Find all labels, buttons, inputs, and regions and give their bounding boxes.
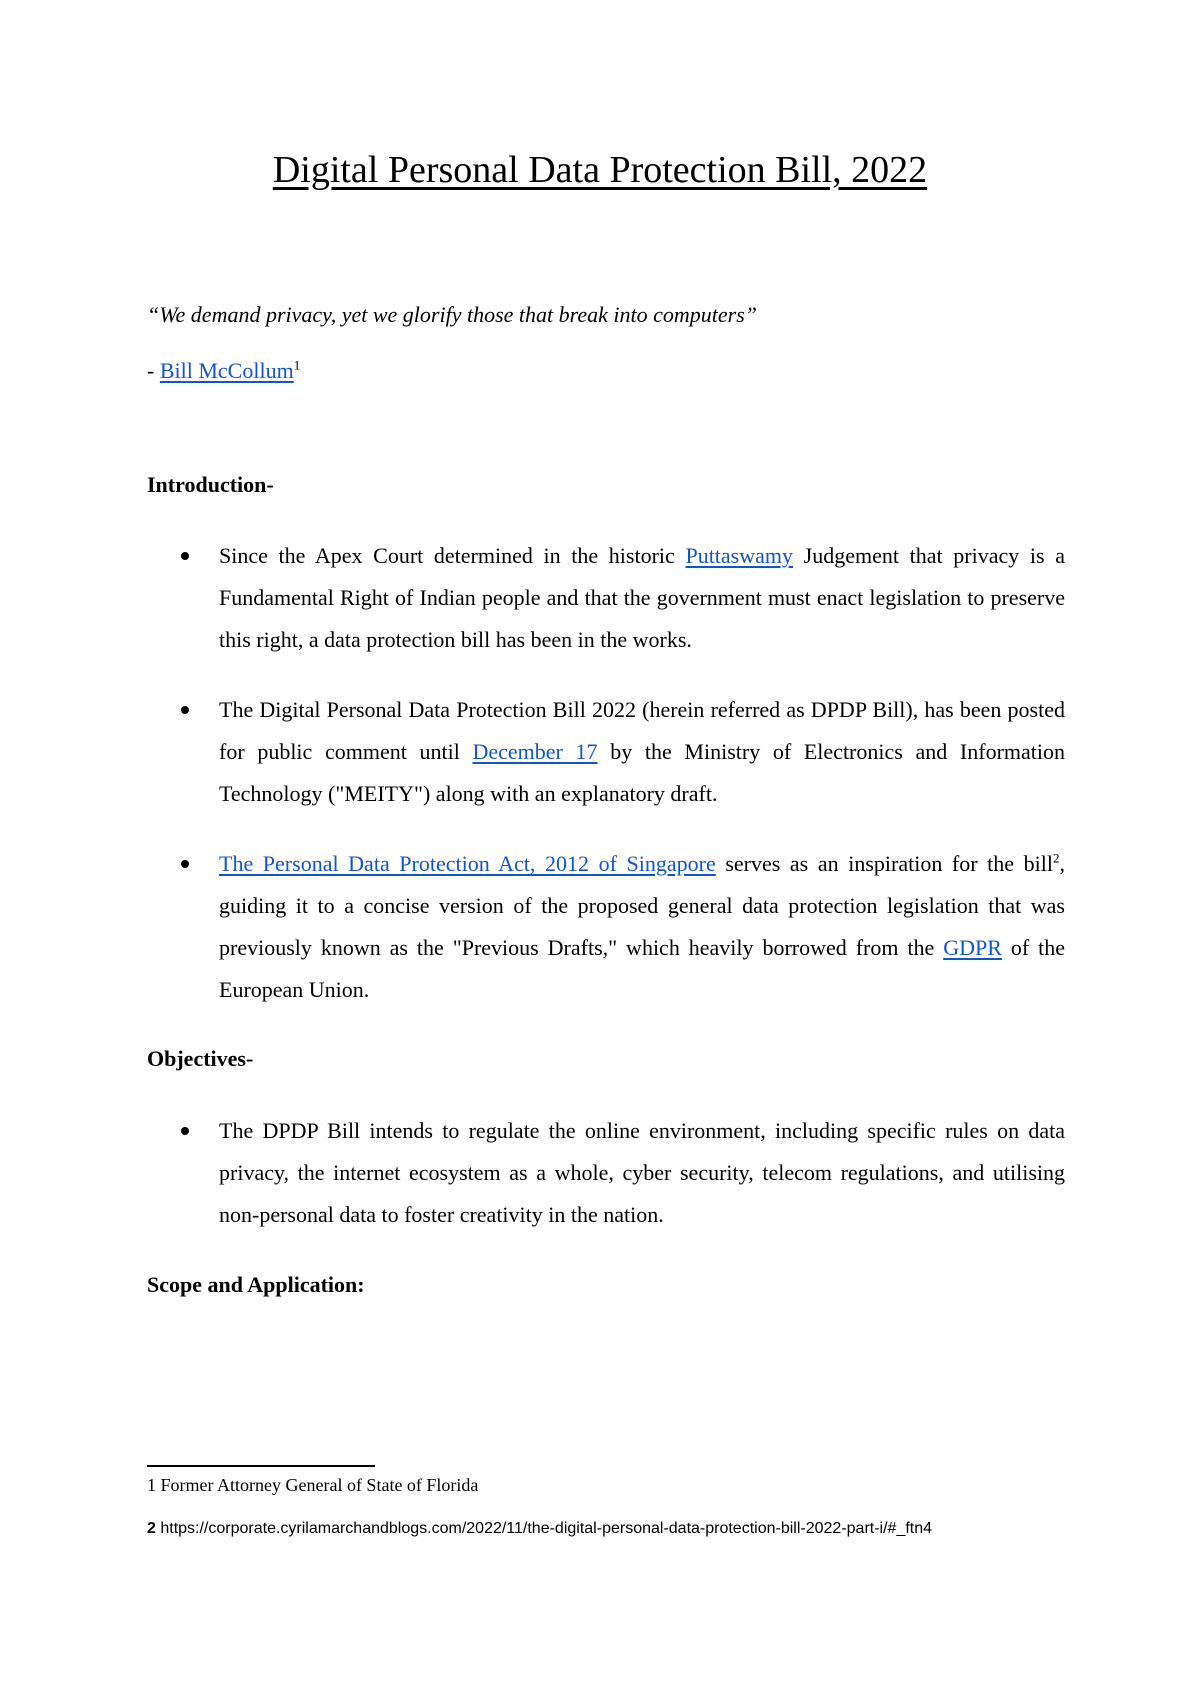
bullet-icon — [181, 552, 189, 560]
footnote-number: 1 — [147, 1475, 156, 1495]
objectives-heading: Objectives- — [147, 1046, 254, 1071]
bullet-icon — [181, 860, 189, 868]
bullet-icon — [181, 706, 189, 714]
singapore-pdpa-link[interactable]: The Personal Data Protection Act, 2012 of Singapore — [219, 851, 716, 876]
footnote-text: Former Attorney General of State of Florida — [156, 1475, 479, 1495]
bullet-text: Since the Apex Court determined in the historic — [219, 543, 686, 568]
footnote-ref-2[interactable]: 2 — [1053, 850, 1060, 866]
footnote-number: 2 — [147, 1520, 156, 1537]
footnote-separator — [147, 1465, 375, 1467]
page-title: Digital Personal Data Protection Bill, 2022 — [272, 149, 928, 191]
footnote-2 — [147, 1518, 1027, 1540]
bullet-icon — [181, 1127, 189, 1135]
objectives-list — [147, 1110, 1065, 1264]
list-item — [147, 689, 1065, 815]
december-17-link[interactable]: December 17 — [472, 739, 598, 764]
author-link[interactable]: Bill McCollum — [159, 358, 294, 383]
footnote-url[interactable]: https://corporate.cyrilamarchandblogs.com/2022/11/the-digital-personal-data-protection-bill-2022-part-i/#_ftn4 — [155, 1520, 933, 1537]
list-item — [147, 1110, 1065, 1236]
bullet-text: The Digital Personal Data Protection Bill 2022 (herein referred as DPDP Bill), has been posted for public comment until — [219, 697, 1065, 764]
bullet-text: of the European Union. — [219, 935, 1066, 1002]
bullet-text: The DPDP Bill intends to regulate the online environment, including specific rules on data privacy, the internet ecosystem as a whole, cyber security, telecom regulations, and utilising non-personal data to foster creativity in the nation. — [219, 1118, 1065, 1227]
bullet-text: serves as an inspiration for the bill — [715, 851, 1053, 876]
list-item — [147, 843, 1065, 1011]
introduction-list — [147, 535, 1065, 1039]
list-item — [147, 535, 1065, 661]
gdpr-link[interactable]: GDPR — [943, 935, 1002, 960]
epigraph-quote: “We demand privacy, yet we glorify those that break into computers” — [147, 302, 758, 327]
epigraph-author — [147, 358, 300, 384]
scope-heading: Scope and Application: — [147, 1272, 365, 1297]
footnote-1 — [147, 1475, 1027, 1496]
introduction-heading: Introduction- — [147, 472, 274, 497]
author-prefix: - — [147, 358, 160, 383]
bullet-text: Judgement that privacy is a Fundamental Right of Indian people and that the government must enact legislation to preserve this right, a data protection bill has been in the works. — [219, 543, 1065, 652]
bullet-text: by the Ministry of Electronics and Information Technology ("MEITY") along with an explanatory draft. — [219, 739, 1065, 806]
bullet-text: , guiding it to a concise version of the proposed general data protection legislation that was previously known as the "Previous Drafts," which heavily borrowed from the — [219, 851, 1065, 960]
puttaswamy-link[interactable]: Puttaswamy — [685, 543, 794, 568]
footnote-ref-1[interactable]: 1 — [293, 357, 301, 373]
